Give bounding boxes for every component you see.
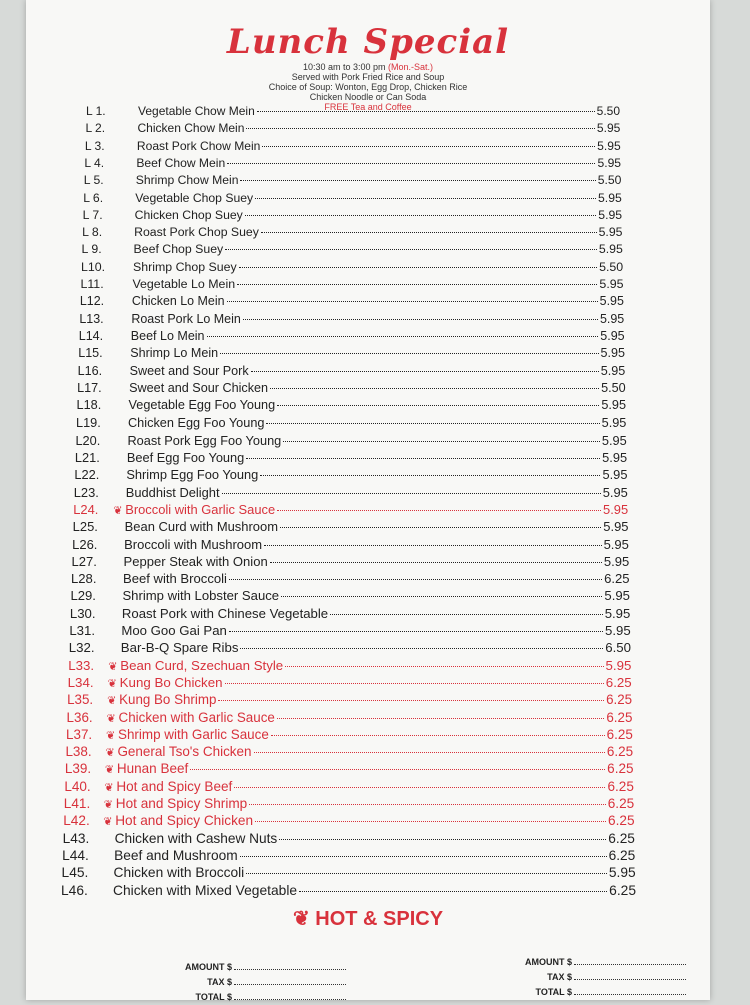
item-number: L 4.	[84, 155, 105, 170]
menu-item	[78, 364, 626, 380]
item-price: 5.50	[596, 104, 620, 118]
item-number: L28.	[71, 571, 97, 587]
item-number: L37.	[66, 726, 93, 742]
pepper-icon: ❦	[106, 729, 116, 742]
item-number: L 1.	[86, 104, 106, 118]
tax-field[interactable]	[574, 979, 686, 980]
pepper-icon: ❦	[106, 712, 116, 725]
item-number: L25.	[72, 519, 98, 535]
leader-dots	[227, 163, 595, 164]
item-number: L41.	[63, 796, 91, 811]
item-number: L32.	[68, 640, 95, 656]
leader-dots	[270, 562, 602, 563]
menu-item	[78, 346, 625, 362]
item-price: 5.50	[597, 173, 622, 188]
menu-item	[73, 519, 629, 535]
item-name: Bean Curd with Mushroom	[124, 519, 279, 535]
leader-dots	[277, 510, 601, 511]
menu-item	[76, 415, 626, 431]
item-name: Chicken with Cashew Nuts	[114, 830, 278, 846]
item-price: 5.95	[598, 207, 623, 222]
item-name: Roast Pork Lo Mein	[131, 311, 241, 326]
item-name: General Tso's Chicken	[117, 744, 252, 760]
item-name: Roast Pork with Chinese Vegetable	[121, 605, 329, 621]
item-number: L24.	[73, 501, 99, 517]
total-label: TOTAL $	[535, 987, 572, 997]
leader-dots	[207, 336, 599, 337]
item-name: Chicken with Mixed Vegetable	[113, 882, 298, 898]
item-price: 5.95	[602, 450, 628, 465]
item-price: 6.25	[607, 778, 634, 794]
item-number: L43.	[62, 830, 90, 846]
soup-choice-line: Choice of Soup: Wonton, Egg Drop, Chicken Rice	[268, 82, 468, 92]
leader-dots	[227, 301, 598, 302]
item-name: Broccoli with Garlic Sauce	[125, 501, 276, 517]
item-number: L16.	[77, 363, 103, 378]
menu-item	[80, 294, 624, 310]
amount-label: AMOUNT $	[525, 957, 572, 967]
item-price: 6.25	[606, 709, 633, 725]
item-name: Beef with Broccoli	[123, 571, 227, 587]
item-name: Sweet and Sour Chicken	[129, 380, 269, 395]
leader-dots	[277, 405, 599, 406]
menu-item	[81, 260, 623, 276]
item-name: Shrimp Egg Foo Young	[126, 467, 259, 483]
item-name: Shrimp with Garlic Sauce	[118, 726, 269, 742]
item-name: Beef Lo Mein	[130, 328, 205, 343]
item-price: 5.50	[601, 380, 626, 395]
amount-field[interactable]	[234, 969, 346, 970]
total-field[interactable]	[574, 994, 686, 995]
item-price: 5.95	[601, 432, 627, 448]
legend-label: HOT & SPICY	[315, 908, 444, 930]
hours-text: 10:30 am to 3:00 pm	[302, 62, 386, 72]
leader-dots	[190, 769, 605, 770]
item-number: L38.	[65, 744, 92, 760]
item-price: 6.25	[608, 847, 636, 863]
item-number: L11.	[80, 277, 104, 291]
pepper-icon: ❦	[107, 695, 117, 708]
leader-dots	[240, 648, 603, 649]
menu-item	[67, 710, 633, 726]
item-number: L10.	[81, 259, 106, 274]
totals-left	[176, 960, 346, 1005]
menu-item	[85, 139, 621, 155]
menu-item	[63, 813, 634, 829]
leader-dots	[266, 423, 599, 424]
item-name: Vegetable Chop Suey	[135, 190, 254, 205]
leader-dots	[251, 371, 599, 372]
leader-dots	[220, 353, 598, 354]
item-name: Beef and Mushroom	[114, 847, 238, 863]
leader-dots	[245, 215, 597, 216]
item-name: Vegetable Lo Mein	[132, 277, 236, 291]
leader-dots	[283, 441, 600, 442]
menu-item	[79, 329, 625, 345]
item-number: L21.	[74, 450, 100, 465]
item-name: Chicken Egg Foo Young	[128, 415, 265, 431]
menu-item	[61, 883, 636, 899]
item-number: L19.	[76, 415, 101, 431]
item-number: L33.	[68, 657, 95, 673]
item-price: 6.50	[605, 640, 631, 656]
item-price: 5.95	[602, 484, 628, 500]
leader-dots	[262, 146, 595, 147]
menu-item	[66, 727, 633, 743]
item-name: Pepper Steak with Onion	[123, 553, 268, 569]
page-title: Lunch Special	[226, 22, 510, 62]
tax-label: TAX $	[547, 972, 572, 982]
menu-item	[86, 104, 620, 120]
item-name: Beef Egg Foo Young	[126, 450, 245, 465]
item-number: L20.	[75, 432, 101, 448]
item-price: 6.25	[604, 571, 630, 587]
total-label: TOTAL $	[195, 992, 232, 1002]
item-name: Broccoli with Mushroom	[124, 536, 263, 552]
item-price: 5.95	[597, 155, 622, 170]
menu-item	[75, 433, 626, 449]
item-number: L46.	[61, 882, 88, 898]
item-price: 5.95	[604, 623, 631, 638]
menu-item	[74, 485, 628, 501]
item-name: Moo Goo Gai Pan	[121, 623, 227, 638]
item-price: 5.95	[596, 121, 621, 136]
item-price: 5.95	[602, 467, 628, 483]
pepper-icon: ❦	[292, 908, 310, 930]
item-price: 5.95	[600, 328, 625, 343]
hot-spicy-legend	[26, 906, 710, 931]
item-name: Kung Bo Chicken	[119, 674, 223, 690]
menu-item	[68, 675, 632, 691]
item-number: L40.	[64, 778, 91, 794]
leader-dots	[285, 666, 603, 667]
item-name: Shrimp Lo Mein	[130, 346, 219, 361]
item-price: 5.95	[603, 519, 629, 535]
menu-item	[83, 191, 622, 207]
item-number: L15.	[78, 346, 103, 361]
menu-item	[82, 242, 623, 258]
pepper-icon: ❦	[105, 747, 115, 760]
leader-dots	[229, 579, 602, 580]
leader-dots	[255, 198, 596, 199]
item-price: 6.25	[607, 761, 634, 777]
menu-item	[72, 537, 629, 553]
pepper-icon: ❦	[103, 799, 113, 811]
item-name: Roast Pork Chop Suey	[134, 225, 259, 240]
leader-dots	[280, 527, 601, 528]
item-number: L44.	[62, 847, 89, 863]
leader-dots	[255, 821, 606, 822]
item-price: 6.25	[606, 692, 633, 708]
item-name: Chicken with Broccoli	[113, 865, 245, 881]
menu-item	[62, 848, 635, 864]
item-price: 6.25	[607, 796, 635, 811]
leader-dots	[261, 232, 597, 233]
item-name: Sweet and Sour Pork	[129, 363, 249, 378]
item-price: 5.95	[599, 294, 624, 309]
item-name: Beef Chop Suey	[133, 242, 224, 257]
leader-dots	[330, 614, 603, 615]
menu-item	[84, 173, 622, 189]
item-price: 5.95	[599, 277, 624, 291]
item-price: 5.95	[600, 346, 625, 361]
item-number: L23.	[73, 484, 99, 500]
item-number: L30.	[69, 605, 96, 621]
item-price: 6.25	[608, 813, 635, 829]
item-price: 5.95	[604, 605, 631, 621]
tax-field[interactable]	[234, 984, 346, 985]
leader-dots	[270, 388, 599, 389]
item-price: 6.25	[606, 744, 634, 760]
item-price: 5.95	[603, 536, 629, 552]
item-number: L26.	[72, 536, 98, 552]
pepper-icon: ❦	[108, 660, 118, 673]
menu-item	[69, 640, 631, 656]
item-number: L22.	[74, 467, 100, 483]
item-number: L 2.	[85, 121, 106, 136]
item-name: Chicken with Garlic Sauce	[118, 709, 275, 725]
item-name: Chicken Chow Mein	[137, 121, 245, 136]
leader-dots	[257, 111, 595, 112]
menu-sheet	[26, 0, 710, 1000]
leader-dots	[222, 493, 601, 494]
item-price: 5.95	[600, 363, 626, 378]
menu-item	[71, 571, 630, 587]
leader-dots	[234, 787, 605, 788]
leader-dots	[239, 267, 597, 268]
soup-choice-line-2: Chicken Noodle or Can Soda	[309, 92, 427, 102]
item-number: L12.	[79, 294, 105, 309]
item-number: L 9.	[81, 242, 102, 257]
menu-item	[65, 744, 633, 760]
tax-label: TAX $	[207, 977, 232, 987]
item-number: L 3.	[84, 138, 105, 153]
menu-item	[75, 450, 627, 466]
item-price: 5.95	[604, 588, 630, 604]
item-price: 5.95	[599, 311, 625, 326]
item-number: L34.	[67, 674, 94, 690]
item-number: L 5.	[83, 173, 104, 188]
menu-item	[63, 831, 635, 847]
item-name: Buddhist Delight	[125, 484, 220, 500]
item-price: 6.25	[609, 882, 636, 898]
leader-dots	[254, 752, 605, 753]
pepper-icon: ❦	[104, 781, 114, 794]
item-number: L45.	[61, 865, 89, 881]
item-number: L17.	[77, 380, 102, 395]
item-price: 5.95	[608, 865, 636, 881]
item-price: 5.95	[601, 415, 627, 431]
item-price: 5.95	[605, 657, 632, 673]
menu-item	[69, 623, 630, 639]
item-number: L36.	[66, 709, 93, 725]
item-price: 6.25	[608, 830, 635, 846]
days-text: (Mon.-Sat.)	[388, 62, 434, 72]
pepper-icon: ❦	[103, 816, 113, 829]
item-number: L 7.	[82, 207, 103, 222]
menu-item	[79, 312, 624, 328]
free-drinks-line: FREE Tea and Coffee	[324, 102, 412, 112]
item-name: Vegetable Chow Mein	[138, 104, 255, 118]
item-name: Shrimp with Lobster Sauce	[122, 588, 280, 604]
menu-item	[64, 796, 634, 812]
item-price: 5.95	[603, 553, 630, 569]
menu-item	[77, 381, 626, 397]
leader-dots	[277, 718, 605, 719]
item-name: Vegetable Egg Foo Young	[128, 398, 276, 413]
leader-dots	[279, 839, 606, 840]
leader-dots	[240, 856, 607, 857]
leader-dots	[249, 804, 606, 805]
amount-label: AMOUNT $	[185, 962, 232, 972]
item-price: 5.95	[598, 190, 622, 205]
item-number: L27.	[71, 553, 97, 569]
item-price: 5.50	[599, 259, 624, 274]
leader-dots	[218, 700, 604, 701]
hours-line	[26, 62, 710, 73]
served-line: Served with Pork Fried Rice and Soup	[291, 72, 445, 82]
item-name: Bar-B-Q Spare Ribs	[120, 640, 239, 656]
item-name: Hot and Spicy Chicken	[115, 813, 254, 829]
menu-item	[72, 554, 630, 570]
item-name: Beef Chow Mein	[136, 155, 226, 170]
item-name: Kung Bo Shrimp	[119, 692, 217, 708]
item-name: Shrimp Chow Mein	[135, 173, 239, 188]
item-number: L18.	[76, 398, 102, 413]
pepper-icon: ❦	[107, 677, 117, 690]
menu-item	[62, 865, 636, 881]
leader-dots	[246, 458, 600, 459]
leader-dots	[225, 683, 604, 684]
item-name: Bean Curd, Szechuan Style	[120, 657, 284, 673]
item-price: 5.95	[601, 398, 627, 413]
menu-item	[82, 225, 622, 241]
item-number: L31.	[69, 623, 95, 638]
leader-dots	[264, 545, 601, 546]
menu-item	[70, 606, 630, 622]
item-number: L13.	[79, 311, 104, 326]
totals-right	[516, 955, 686, 1000]
menu-item	[84, 156, 621, 172]
item-price: 5.95	[597, 138, 621, 153]
item-number: L 6.	[83, 190, 104, 205]
leader-dots	[246, 128, 594, 129]
item-name: Chicken Chop Suey	[134, 207, 243, 222]
item-number: L42.	[63, 813, 90, 829]
item-name: Roast Pork Egg Foo Young	[127, 432, 282, 448]
leader-dots	[271, 735, 605, 736]
menu-item	[83, 208, 622, 224]
leader-dots	[225, 249, 597, 250]
item-price: 5.95	[598, 225, 623, 240]
menu-item	[77, 398, 626, 414]
menu-item	[68, 658, 631, 674]
item-name: Roast Pork Chow Mein	[136, 138, 261, 153]
item-price: 5.95	[603, 501, 629, 517]
menu-item	[64, 779, 634, 795]
item-number: L39.	[64, 761, 92, 777]
pepper-icon: ❦	[113, 504, 123, 517]
leader-dots	[260, 475, 600, 476]
item-price: 6.25	[606, 726, 633, 742]
amount-field[interactable]	[574, 964, 686, 965]
item-name: Chicken Lo Mein	[131, 294, 225, 309]
menu-item	[85, 121, 620, 137]
item-number: L29.	[70, 588, 96, 604]
leader-dots	[246, 873, 607, 874]
item-price: 5.95	[598, 242, 623, 257]
menu-item	[73, 502, 628, 518]
leader-dots	[229, 631, 603, 632]
item-name: Hunan Beef	[116, 761, 189, 777]
menu-item	[70, 588, 630, 604]
item-price: 6.25	[605, 674, 632, 690]
menu-item	[74, 467, 627, 483]
item-name: Hot and Spicy Shrimp	[115, 796, 248, 811]
item-number: L35.	[67, 692, 94, 708]
item-number: L14.	[78, 328, 104, 343]
pepper-icon: ❦	[104, 764, 115, 777]
item-number: L 8.	[82, 225, 103, 240]
leader-dots	[237, 284, 597, 285]
item-name: Shrimp Chop Suey	[133, 259, 237, 274]
menu-item	[67, 692, 632, 708]
menu-item	[80, 277, 623, 293]
leader-dots	[240, 180, 595, 181]
leader-dots	[281, 596, 602, 597]
leader-dots	[299, 891, 607, 892]
leader-dots	[243, 319, 598, 320]
item-name: Hot and Spicy Beef	[116, 778, 233, 794]
menu-item	[65, 761, 634, 777]
